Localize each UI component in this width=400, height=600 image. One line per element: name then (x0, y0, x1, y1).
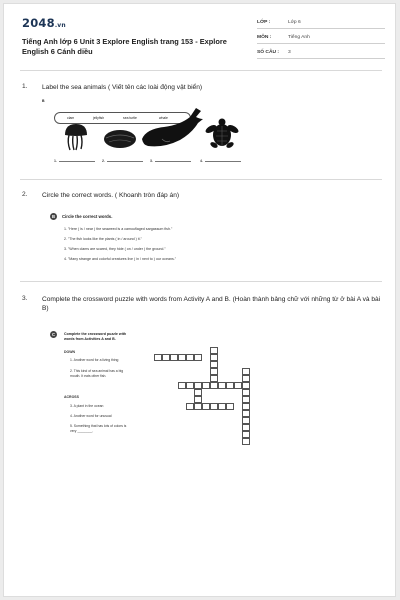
crossword-cell[interactable] (210, 375, 218, 382)
site-logo[interactable] (22, 16, 66, 30)
clue-heading-across: ACROSS (64, 395, 79, 399)
question-text: Label the sea animals ( Viết tên các loài động vật biển) (42, 84, 203, 91)
exercise-sentence[interactable]: 1. "Here ( is / near ) the seaweed is a camouflaged sargassum fish." (64, 227, 173, 231)
divider (20, 70, 382, 71)
crossword-cell[interactable] (194, 396, 202, 403)
crossword-cell[interactable] (186, 403, 194, 410)
crossword-cell[interactable] (242, 403, 250, 410)
whale-icon (140, 105, 204, 151)
crossword-cell[interactable] (154, 354, 162, 361)
crossword-cell[interactable] (210, 354, 218, 361)
word-box-item: sea turtle (123, 116, 137, 120)
meta-label: MÔN : (257, 35, 272, 40)
word-box-item: whale (159, 116, 168, 120)
crossword-cell[interactable] (194, 389, 202, 396)
crossword-cell[interactable] (242, 389, 250, 396)
meta-value: Tiếng Anh (288, 35, 310, 40)
word-box-item: jellyfish (93, 116, 105, 120)
clue-across: 4. Another word for unusual (70, 414, 112, 418)
jellyfish-icon (62, 122, 90, 152)
worksheet-page (3, 3, 396, 597)
crossword-cell[interactable] (242, 410, 250, 417)
crossword-cell[interactable] (242, 431, 250, 438)
crossword-cell[interactable] (242, 375, 250, 382)
blank-number: 4. (200, 159, 203, 163)
crossword-cell[interactable] (186, 354, 194, 361)
divider (20, 281, 382, 282)
divider (20, 179, 382, 180)
clue-across: 5. Something that has lots of colors is very ________. (70, 424, 127, 433)
page-title: Tiếng Anh lớp 6 Unit 3 Explore English trang 153 - Explore English 6 Cánh diều (22, 37, 227, 56)
badge-letter: B (51, 214, 56, 219)
answer-blank[interactable] (155, 161, 191, 162)
exercise-instruction: Complete the crossword puzzle with words from Activities A and B. (64, 332, 127, 341)
crossword-cell[interactable] (210, 361, 218, 368)
crossword-cell[interactable] (226, 382, 234, 389)
logo-suffix: .vn (54, 22, 66, 29)
crossword-cell[interactable] (234, 382, 242, 389)
blank-number: 1. (54, 159, 57, 163)
exercise-sentence[interactable]: 4. "Many strange and colorful creatures live ( in / next to ) our oceans." (64, 257, 177, 261)
sea-turtle-icon (205, 118, 239, 152)
exercise-sentence[interactable]: 3. "When clams are scared, they hide ( on / under ) the ground." (64, 247, 166, 251)
crossword-cell[interactable] (242, 417, 250, 424)
question-text: Complete the crossword puzzle with words from Activity A and B. (Hoàn thành bảng chữ với những từ ở bài A và bài B) (42, 296, 381, 312)
answer-blank[interactable] (59, 161, 95, 162)
question-number: 2. (22, 191, 28, 198)
clam-icon (103, 128, 137, 150)
meta-value: Lớp 6 (288, 20, 301, 25)
crossword-cell[interactable] (242, 368, 250, 375)
meta-label: SỐ CÂU : (257, 50, 280, 55)
blank-number: 3. (150, 159, 153, 163)
crossword-cell[interactable] (210, 403, 218, 410)
exercise-sentence[interactable]: 2. "The fish looks like the plants ( in / around ) it." (64, 237, 142, 241)
crossword-cell[interactable] (242, 382, 250, 389)
clue-down: 1. Another word for a living thing (70, 358, 119, 362)
crossword-cell[interactable] (226, 403, 234, 410)
meta-grade (257, 16, 385, 29)
question-number: 1. (22, 83, 28, 90)
crossword-cell[interactable] (194, 403, 202, 410)
question-number: 3. (22, 295, 28, 302)
crossword-cell[interactable] (218, 382, 226, 389)
meta-question-count (257, 46, 385, 59)
crossword-cell[interactable] (202, 382, 210, 389)
crossword-cell[interactable] (186, 382, 194, 389)
crossword-cell[interactable] (194, 354, 202, 361)
badge-letter: C (51, 332, 56, 337)
clue-heading-down: DOWN (64, 350, 76, 354)
crossword-cell[interactable] (170, 354, 178, 361)
clue-across: 3. A plant in the ocean (70, 404, 104, 408)
answer-blank[interactable] (205, 161, 241, 162)
crossword-cell[interactable] (242, 396, 250, 403)
meta-value: 3 (288, 50, 291, 55)
crossword-cell[interactable] (242, 424, 250, 431)
crossword-cell[interactable] (218, 403, 226, 410)
crossword-cell[interactable] (178, 382, 186, 389)
answer-blank[interactable] (107, 161, 143, 162)
blank-number: 2. (102, 159, 105, 163)
word-box-item: clam (67, 116, 75, 120)
crossword-cell[interactable] (210, 368, 218, 375)
logo-main: 2048 (22, 16, 55, 30)
question-text: Circle the correct words. ( Khoanh tròn đáp án) (42, 192, 180, 199)
exercise-instruction: Circle the correct words. (62, 214, 113, 219)
crossword-cell[interactable] (210, 382, 218, 389)
crossword-cell[interactable] (242, 438, 250, 445)
exercise-mark: B (42, 99, 45, 103)
crossword-cell[interactable] (210, 347, 218, 354)
clue-down: 2. This kind of sea animal has a big mouth. It eats other fish. (70, 369, 124, 378)
meta-subject (257, 31, 385, 44)
crossword-cell[interactable] (162, 354, 170, 361)
crossword-cell[interactable] (194, 382, 202, 389)
crossword-cell[interactable] (178, 354, 186, 361)
crossword-cell[interactable] (202, 403, 210, 410)
meta-label: LỚP : (257, 20, 271, 25)
